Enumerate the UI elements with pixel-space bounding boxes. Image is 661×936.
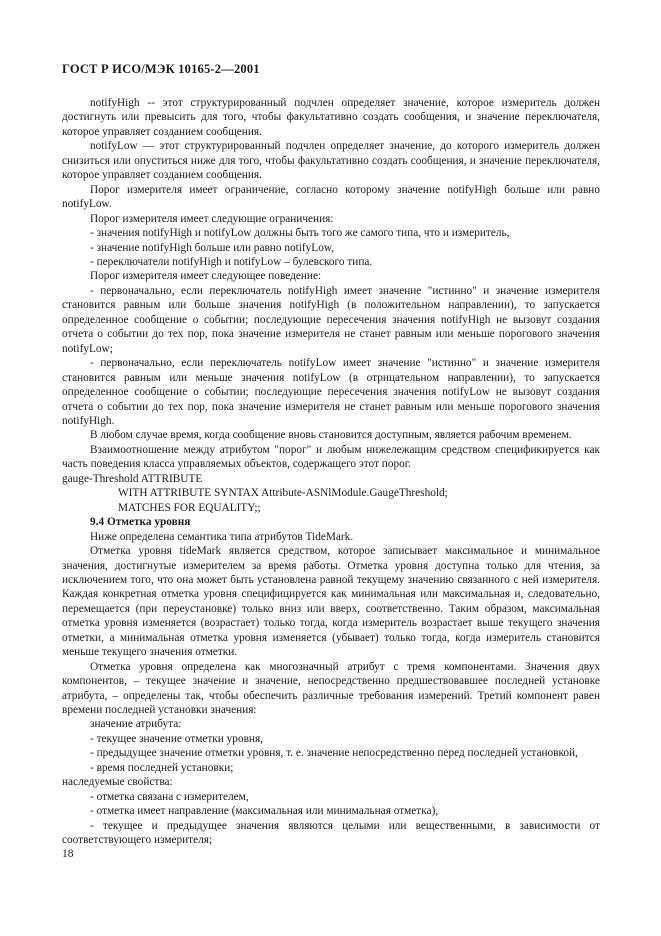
list-item: - переключатели notifyHigh и notifyLow – булевского типа. (90, 255, 373, 268)
code-line: gauge-Threshold ATTRIBUTE (62, 472, 203, 485)
list-item: - предыдущее значение отметки уровня, т. е. значение непосредственно перед последней установкой, (90, 747, 578, 760)
paragraph-tidemark-description: Отметка уровня tideMark является средством, которое записывает максимальное и минимальное значения, достигнутые измерителем за время работы. Отметка уровня доступна только для чтения, за исключением того, что она может быть установлена равной текущему значению связанного с ней измерителя. Каждая конкретная отметка уровня специфицируется как минимальная или максимальная и, следовательно, перемещается (при переустановке) только вниз или вверх, соответственно. Таким образом, максимальная отметка уровня изменяется (возрастает) только тогда, когда измеритель возрастает выше текущего значения отметки, а минимальная отметка уровня изменяется (убывает) только тогда, когда измеритель становится меньше текущего значения отметки. (62, 545, 600, 659)
paragraph-relationship: Взаимоотношение между атрибутом "порог" и любым нижележащим средством спецификируется как часть поведения класса управляемых объектов, содержащего этот порог. (62, 443, 600, 471)
list-heading: наследуемые свойства: (62, 776, 173, 789)
list-item: - значения notifyHigh и notifyLow должны быть того же самого типа, что и измеритель, (90, 227, 510, 240)
document-body (62, 96, 600, 848)
list-item: - текущее и предыдущее значения являются целыми или вещественными, в зависимости от соответствующего измерителя; (62, 819, 600, 847)
paragraph-time: В любом случае время, когда сообщение вновь становится доступным, является рабочим временем. (90, 429, 572, 442)
list-item: - первоначально, если переключатель notifyHigh имеет значение "истинно" и значение измерителя становится равным или больше значения notifyHigh (в положительном направлении), то запускается определенное сообщение о событии; последующие пересечения значения notifyHigh не вызовут создания отчета о событии до тех пор, пока значение измерителя не станет равным или меньше порогового значения notifyLow; (62, 284, 600, 355)
list-item: - значение notifyHigh больше или равно notifyLow, (90, 241, 335, 254)
list-item: - отметка связана с измерителем, (90, 790, 249, 803)
paragraph-behaviour-intro: Порог измерителя имеет следующее поведение: (90, 270, 322, 283)
list-heading: значение атрибута: (90, 718, 182, 731)
paragraph-constraints-intro: Порог измерителя имеет следующие ограничения: (90, 212, 334, 225)
section-heading: 9.4 Отметка уровня (90, 516, 191, 529)
paragraph-tidemark-intro: Ниже определена семантика типа атрибутов TideMark. (90, 530, 354, 543)
list-item: - время последней установки; (90, 761, 234, 774)
list-item: - текущее значение отметки уровня, (90, 732, 263, 745)
list-item: - первоначально, если переключатель notifyLow имеет значение "истинно" и значение измерителя становится равным или меньше значения notifyLow (в отрицательном направлении), то запускается определенное сообщение о событии; последующие пересечения значения notifyLow не вызовут создания отчета о событии до тех пор, пока значение измерителя не станет равным или меньше порогового значения notifyHigh. (62, 357, 600, 427)
page-number: 18 (62, 848, 74, 860)
paragraph-notifyhigh: notifyHigh -- этот структурированный подчлен определяет значение, которое измеритель должен достигнуть или превысить для того, чтобы факультативно создать сообщения, и значение переключателя, которое управляет созданием сообщения. (62, 97, 600, 138)
paragraph-tidemark-components: Отметка уровня определена как многозначный атрибут с тремя компонентами. Значения двух компонентов, – текущее значение и значение, непосредственно предшествовавшее последней установке атрибута, – определены так, чтобы обеспечить различные требования измерений. Третий компонент равен времени последней установки значения: (62, 660, 600, 717)
code-line: WITH ATTRIBUTE SYNTAX Attribute-ASNlModule.GaugeThreshold; (118, 487, 448, 500)
paragraph-threshold-constraint: Порог измерителя имеет ограничение, согласно которому значение notifyHigh больше или равно notifyLow. (62, 183, 600, 211)
paragraph-notifylow: notifyLow — этот структурированный подчлен определяет значение, до которого измеритель должен снизиться или опуститься ниже для того, чтобы факультативно создать сообщения, и значение переключателя, которое управляет созданием сообщения. (62, 140, 600, 182)
list-item: - отметка имеет направление (максимальная или минимальная отметка), (90, 805, 439, 818)
code-line: MATCHES FOR EQUALITY;; (118, 501, 261, 514)
document-header: ГОСТ Р ИСО/МЭК 10165-2—2001 (62, 62, 260, 76)
